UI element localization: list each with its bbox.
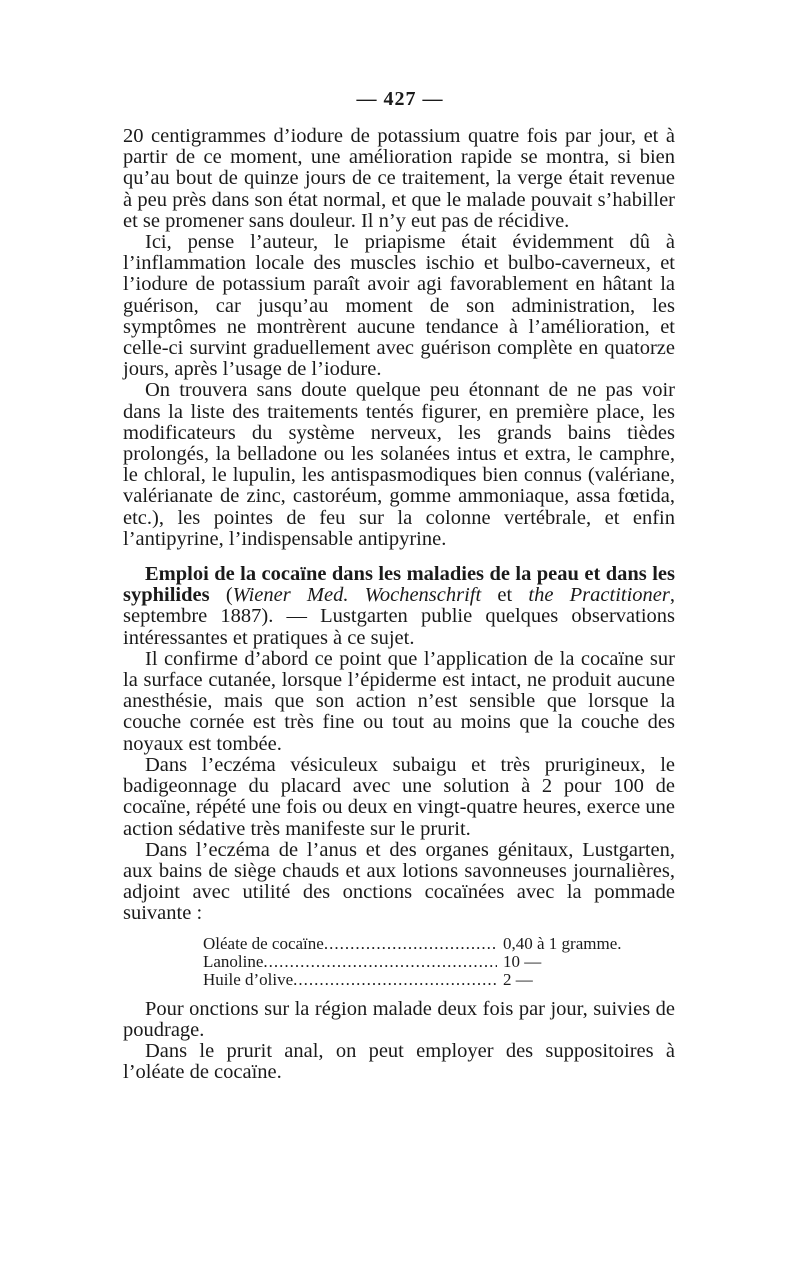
- paragraph: Dans l’eczéma vésiculeux subaigu et très prurigineux, le badigeonnage du placard avec une solution à 2 pour 100 de cocaïne, répété une fois ou deux en vingt-quatre heures, exerce une action sédative très manifeste sur le prurit.: [123, 753, 675, 840]
- source-open: (: [209, 584, 233, 607]
- ingredient-name: Lanoline: [203, 951, 264, 971]
- formula-row: [203, 953, 623, 971]
- section-title: Emploi de la cocaïne dans les maladies de la peau et dans les syphilides: [123, 563, 675, 607]
- formula-row: [203, 935, 623, 953]
- ingredient-quantity: 2 —: [503, 969, 533, 989]
- paragraph: Pour onctions sur la région malade deux fois par jour, suivies de poudrage.: [123, 997, 675, 1041]
- source-journal-1: Wiener Med. Wochenschrift: [232, 584, 482, 607]
- ingredient-quantity: 0,40 à 1 gramme.: [503, 933, 622, 953]
- source-journal-2: the Practitioner: [528, 584, 670, 607]
- source-and: et: [481, 584, 529, 607]
- paragraph: Il confirme d’abord ce point que l’application de la cocaïne sur la surface cutanée, lorsque l’épiderme est intact, ne produit aucune anesthésie, mais que son action n’est sensible que lorsque la couche cornée est très fine ou tout au moins que la couche des noyaux est tombée.: [123, 647, 675, 755]
- page-number: — 427 —: [356, 88, 444, 110]
- leader-dots: [324, 935, 497, 953]
- body-text: [123, 126, 675, 1083]
- leader-dots: [293, 971, 497, 989]
- leader-dots: [263, 953, 497, 971]
- paragraph: Dans le prurit anal, on peut employer des suppositoires à l’oléate de cocaïne.: [123, 1039, 675, 1084]
- paragraph: Ici, pense l’auteur, le priapisme était évidemment dû à l’inflammation locale des muscles ischio et bulbo-caverneux, et l’iodure de potassium paraît avoir agi favorablement en hâtant la guérison, car jusqu’au moment de son administration, les symptômes ne montrèrent aucune tendance à l’amélioration, et celle-ci survint graduellement avec guérison complète en quatorze jours, après l’usage de l’iodure.: [123, 231, 675, 381]
- paragraph: On trouvera sans doute quelque peu étonnant de ne pas voir dans la liste des traitements tentés figurer, en première place, les modificateurs du système nerveux, les grands bains tièdes prolongés, la belladone ou les solanées intus et extra, le camphre, le chloral, le lupulin, les antispasmodiques bien connus (valériane, valérianate de zinc, castoréum, gomme ammoniaque, assa fœtida, etc.), les pointes de feu sur la colonne vertébrale, et enfin l’antipyrine, l’indispensable antipyrine.: [123, 379, 675, 550]
- ingredient-name: Oléate de cocaïne: [203, 933, 324, 953]
- section-paragraph: [123, 564, 675, 649]
- ingredient-quantity: 10 —: [503, 951, 542, 971]
- paragraph: 20 centigrammes d’iodure de potassium quatre fois par jour, et à partir de ce moment, une amélioration rapide se montra, si bien qu’au bout de quinze jours de ce traitement, la verge était revenue à peu près dans son état normal, et que le malade pouvait s’habiller et se promener sans douleur. Il n’y eut pas de récidive.: [123, 125, 675, 232]
- formula-list: [203, 935, 623, 989]
- section-intro: , septembre 1887). — Lustgarten publie quelques observations intéressantes et pratiques à ce sujet.: [123, 584, 675, 649]
- paragraph: Dans l’eczéma de l’anus et des organes génitaux, Lustgarten, aux bains de siège chauds et aux lotions savonneuses journalières, adjoint avec utilité des onctions cocaïnées avec la pommade suivante :: [123, 838, 675, 925]
- formula-row: [203, 971, 623, 989]
- ingredient-name: Huile d’olive: [203, 969, 294, 989]
